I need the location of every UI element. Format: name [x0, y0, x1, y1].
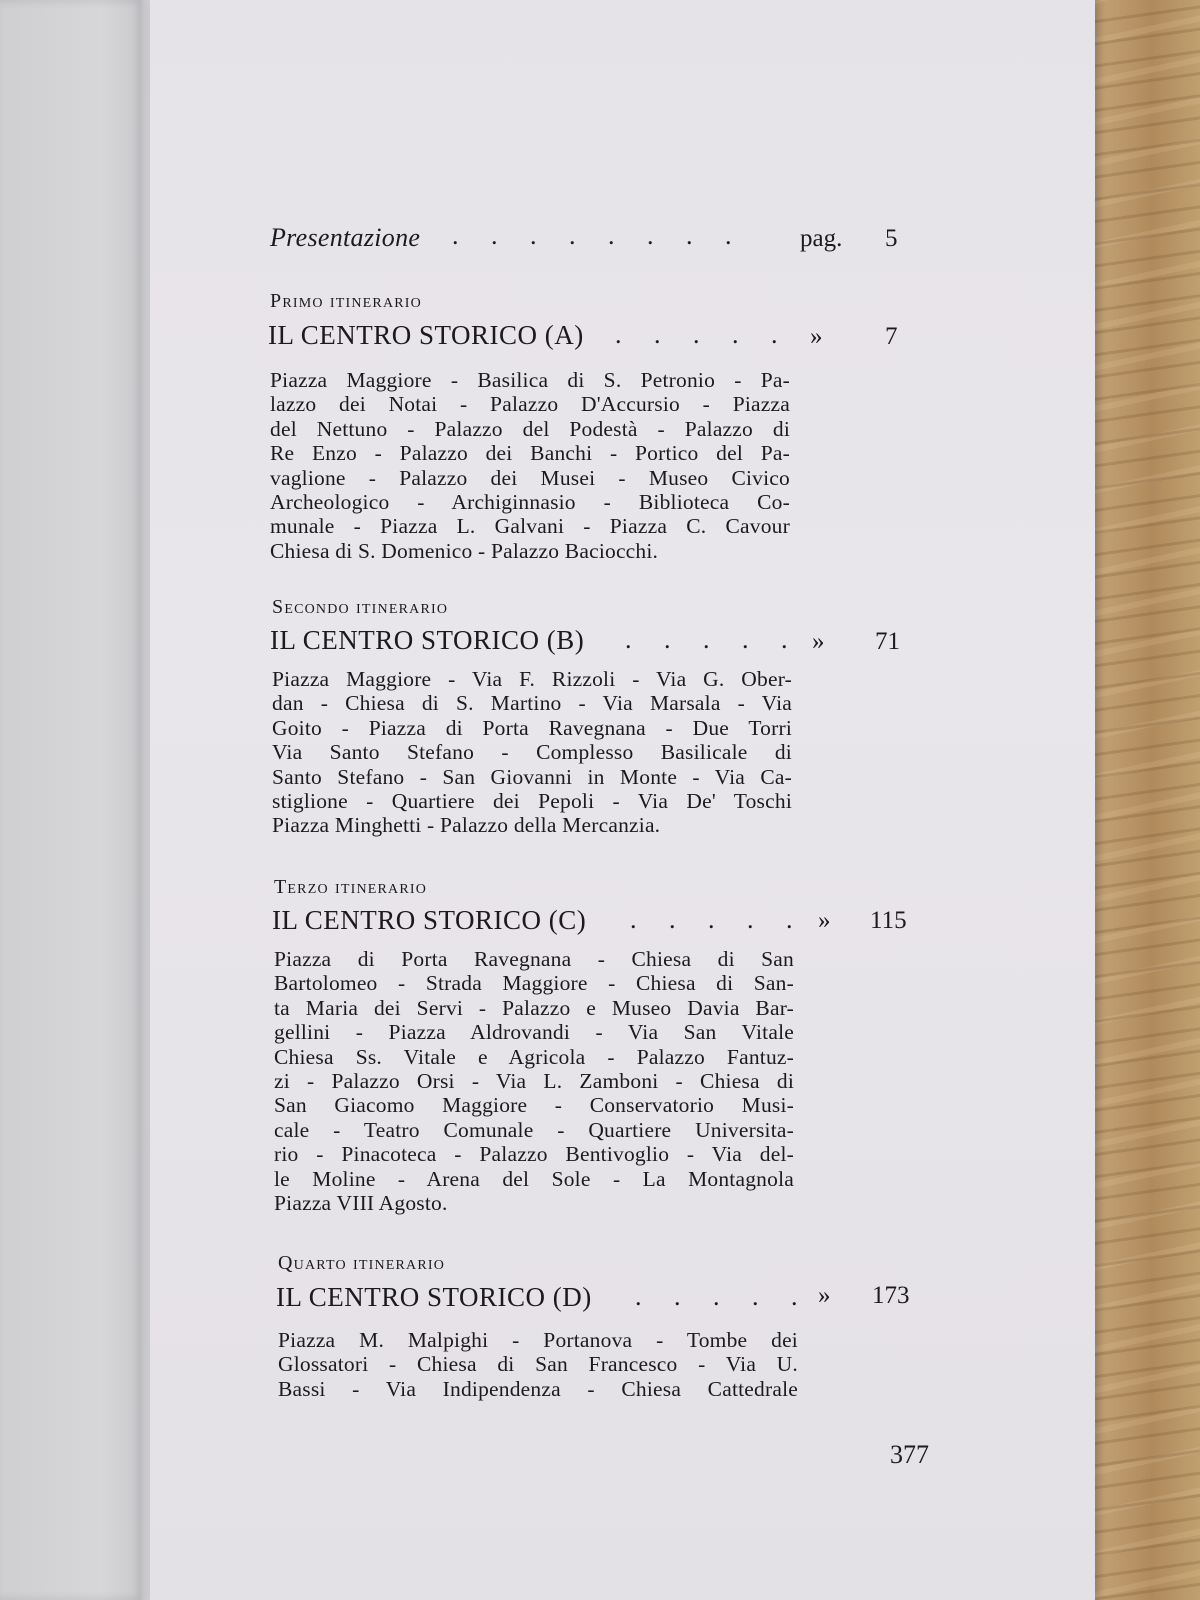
description-line: stiglione - Quartiere dei Pepoli - Via De' Toschi — [272, 789, 792, 814]
itinerary-kicker: Primo itinerario — [270, 290, 422, 312]
leader-dots: . . . . . . . . — [452, 221, 745, 250]
description-line: Piazza VIII Agosto. — [274, 1191, 448, 1216]
itinerary-description — [272, 667, 792, 838]
description-line: Chiesa Ss. Vitale e Agricola - Palazzo Fantuz- — [274, 1044, 794, 1069]
description-line: Via Santo Stefano - Complesso Basilicale di — [272, 740, 792, 765]
description-line: zi - Palazzo Orsi - Via L. Zamboni - Chiesa di — [274, 1069, 794, 1094]
book-page — [150, 0, 1095, 1600]
ditto-mark: » — [818, 907, 831, 934]
description-line: munale - Piazza L. Galvani - Piazza C. Cavour — [270, 514, 790, 539]
page-number: 115 — [870, 907, 907, 934]
page-number: 5 — [885, 225, 898, 252]
description-line: Piazza M. Malpighi - Portanova - Tombe dei — [278, 1328, 798, 1352]
description-line: Archeologico - Archiginnasio - Biblioteca Co- — [270, 490, 790, 515]
left-page — [0, 0, 145, 1600]
leader-dots: . . . . . — [625, 625, 801, 654]
description-line: rio - Pinacoteca - Palazzo Bentivoglio - Via del- — [274, 1142, 794, 1167]
itinerary-description — [274, 947, 794, 1215]
description-line: Piazza Minghetti - Palazzo della Mercanzia. — [272, 813, 661, 838]
description-line: Piazza Maggiore - Basilica di S. Petronio - Pa- — [270, 368, 790, 392]
page-number: 7 — [885, 323, 898, 350]
description-line: Santo Stefano - San Giovanni in Monte - Via Ca- — [272, 764, 792, 789]
itinerary-kicker: Secondo itinerario — [272, 596, 449, 618]
description-line: Bassi - Via Indipendenza - Chiesa Cattedrale — [278, 1376, 798, 1401]
description-line: vaglione - Palazzo dei Musei - Museo Civico — [270, 465, 790, 490]
itinerary-title: IL CENTRO STORICO (A) — [268, 320, 584, 350]
itinerary-kicker: Quarto itinerario — [278, 1252, 446, 1274]
itinerary-description — [270, 368, 790, 563]
leader-dots: . . . . . — [635, 1282, 811, 1311]
page-number: 71 — [875, 628, 900, 655]
itinerary-kicker: Terzo itinerario — [274, 876, 428, 898]
page-folio-number: 377 — [890, 1440, 929, 1469]
description-line: del Nettuno - Palazzo del Podestà - Palazzo di — [270, 416, 790, 441]
itinerary-description — [278, 1328, 798, 1401]
page-number: 173 — [872, 1282, 910, 1309]
description-line: Goito - Piazza di Porta Ravegnana - Due Torri — [272, 715, 792, 740]
description-line: Re Enzo - Palazzo dei Banchi - Portico del Pa- — [270, 441, 790, 466]
page-label: pag. — [800, 225, 843, 252]
ditto-mark: » — [812, 628, 825, 655]
description-line: Piazza di Porta Ravegnana - Chiesa di San — [274, 947, 794, 971]
ditto-mark: » — [818, 1282, 831, 1309]
description-line: San Giacomo Maggiore - Conservatorio Musi- — [274, 1093, 794, 1118]
description-line: cale - Teatro Comunale - Quartiere Universita- — [274, 1117, 794, 1142]
itinerary-title: IL CENTRO STORICO (D) — [276, 1282, 592, 1312]
leader-dots: . . . . . — [615, 320, 791, 349]
wooden-table — [1080, 0, 1200, 1600]
description-line: lazzo dei Notai - Palazzo D'Accursio - Piazza — [270, 392, 790, 417]
description-line: Bartolomeo - Strada Maggiore - Chiesa di San- — [274, 971, 794, 996]
ditto-mark: » — [810, 323, 823, 350]
itinerary-title: IL CENTRO STORICO (C) — [272, 905, 587, 935]
description-line: dan - Chiesa di S. Martino - Via Marsala - Via — [272, 691, 792, 716]
description-line: Glossatori - Chiesa di San Francesco - Via U. — [278, 1352, 798, 1377]
description-line: gellini - Piazza Aldrovandi - Via San Vitale — [274, 1020, 794, 1045]
description-line: le Moline - Arena del Sole - La Montagnola — [274, 1166, 794, 1191]
itinerary-title: IL CENTRO STORICO (B) — [270, 625, 585, 655]
presentation-title: Presentazione — [270, 223, 421, 252]
description-line: Chiesa di S. Domenico - Palazzo Baciocchi. — [270, 538, 659, 563]
leader-dots: . . . . . — [630, 905, 806, 934]
description-line: ta Maria dei Servi - Palazzo e Museo Davia Bar- — [274, 995, 794, 1020]
description-line: Piazza Maggiore - Via F. Rizzoli - Via G. Ober- — [272, 667, 792, 691]
